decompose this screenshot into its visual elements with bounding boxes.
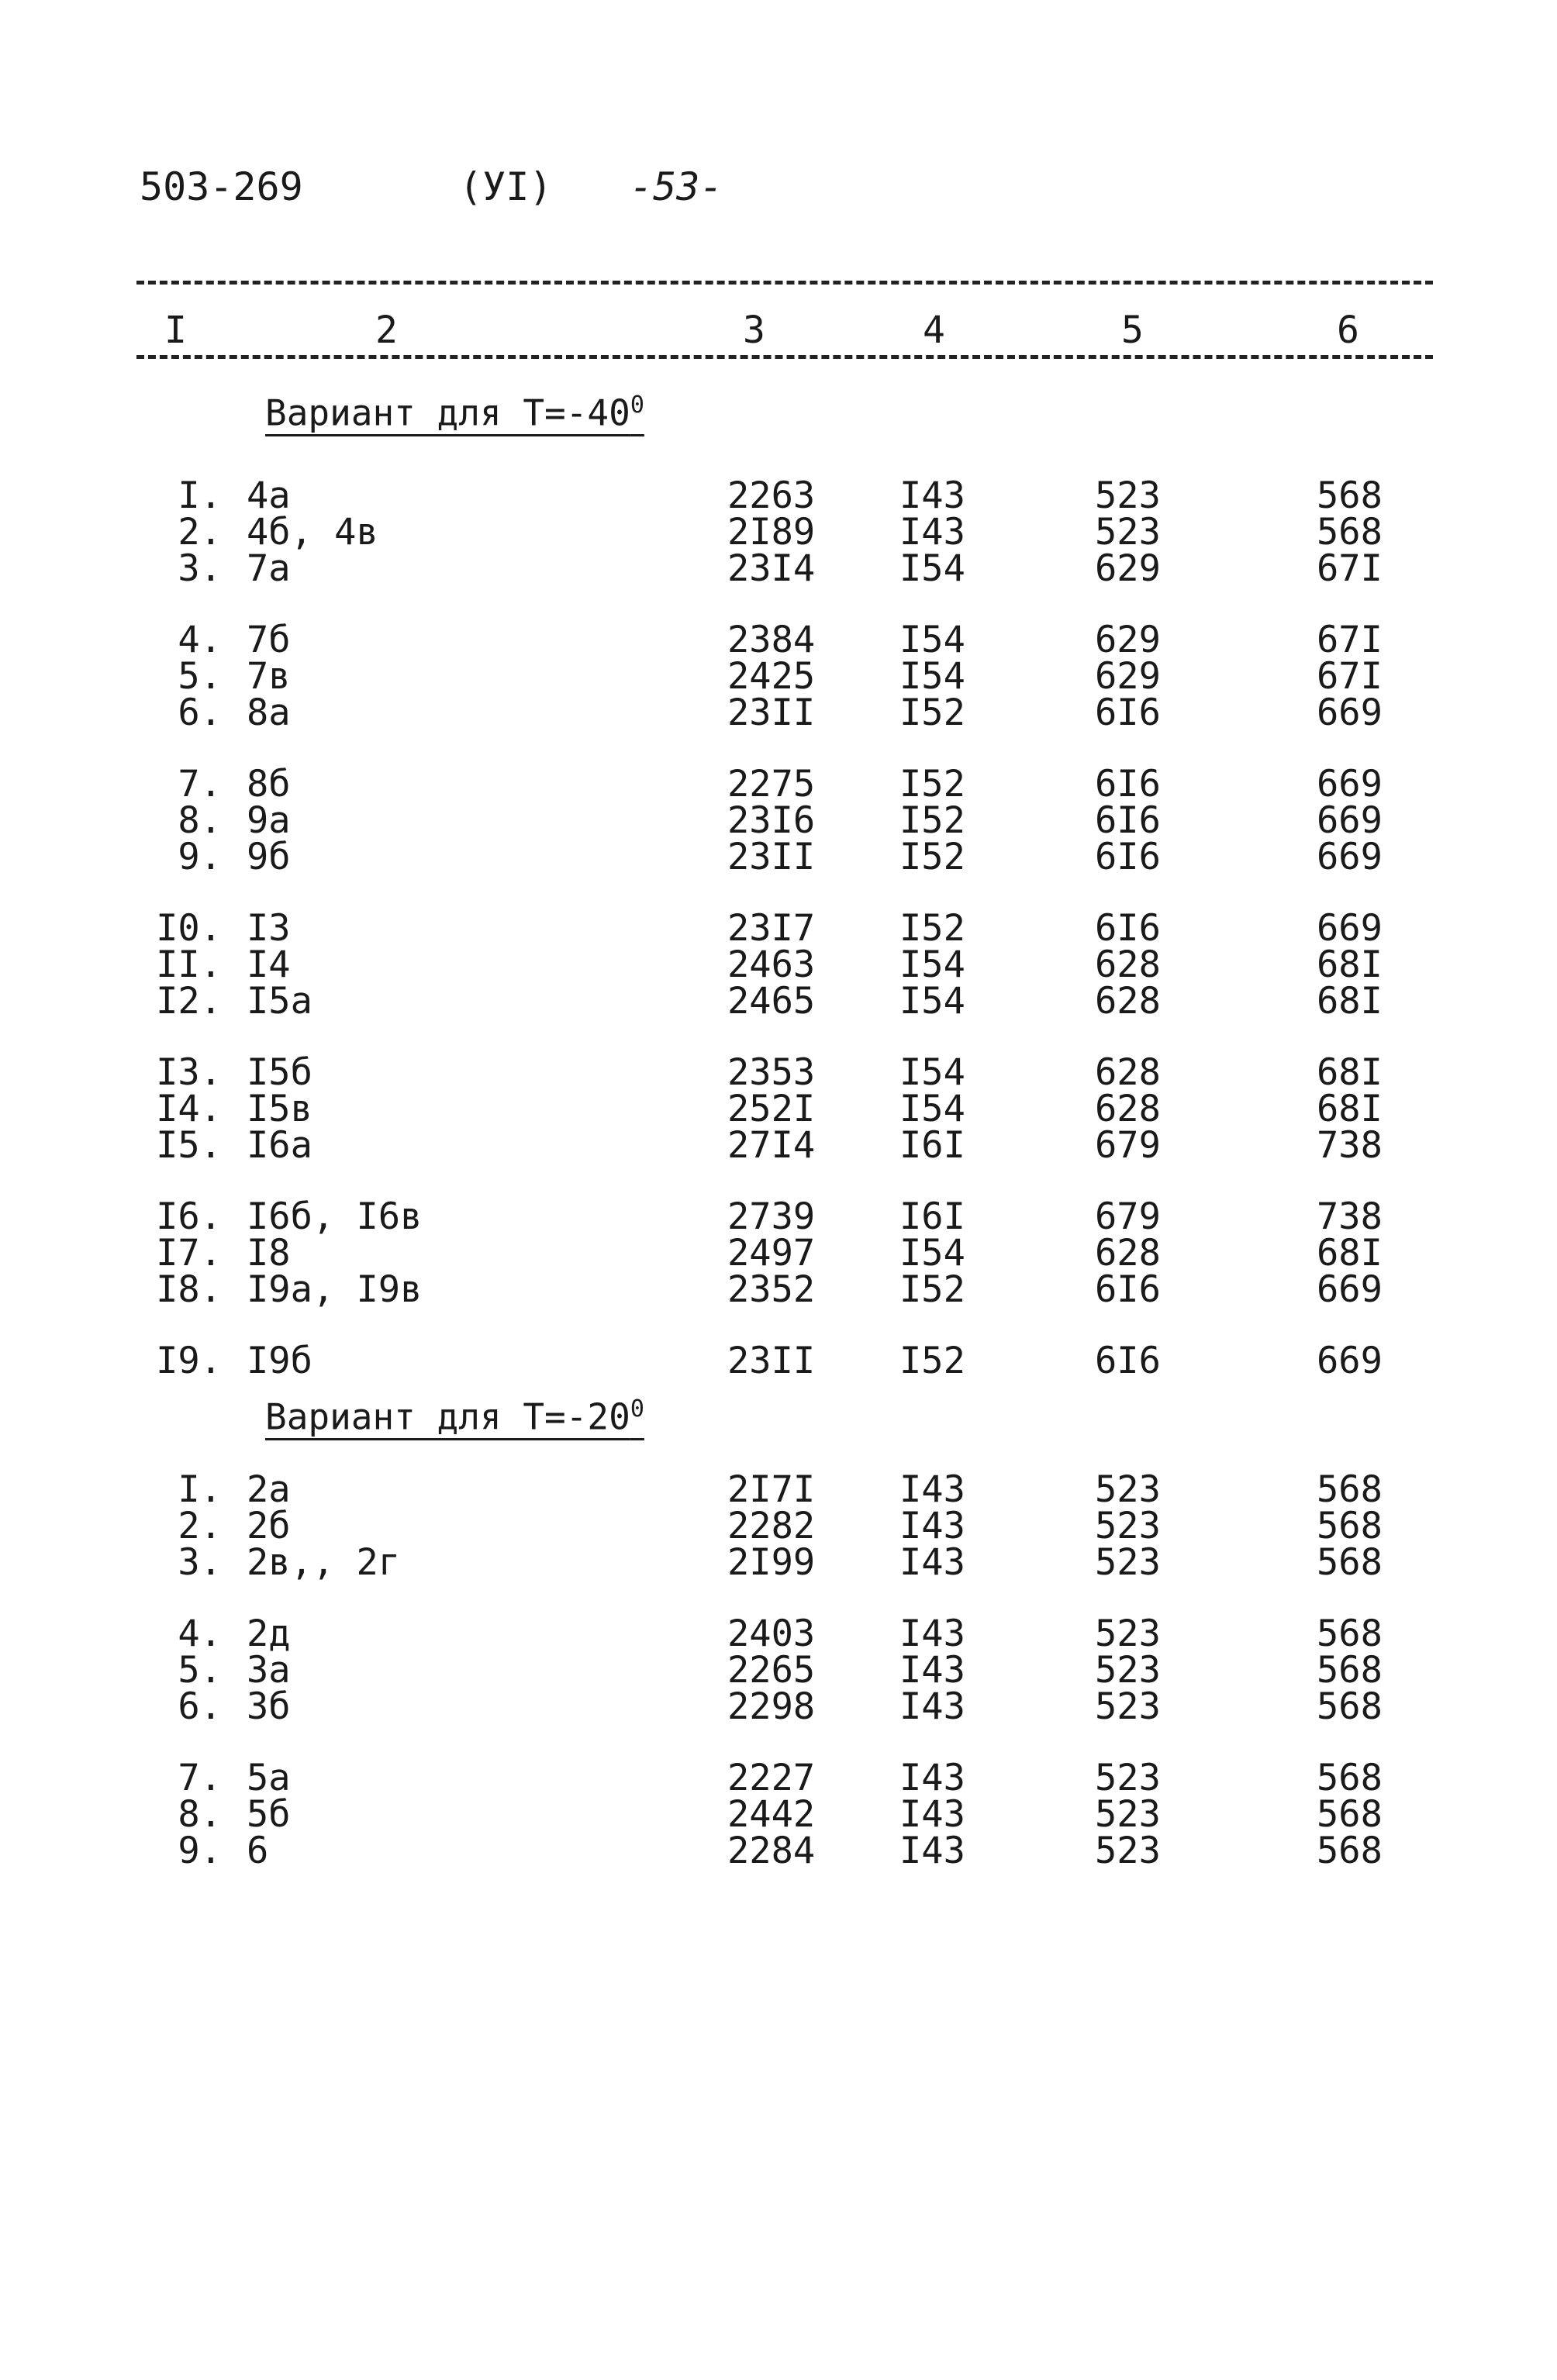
value-col-6: 738 <box>1317 1124 1383 1167</box>
table-top-rule <box>136 281 1433 285</box>
value-col-5: 6I6 <box>1095 907 1161 950</box>
table-row <box>0 1613 1557 1655</box>
value-col-4: I52 <box>899 907 965 950</box>
element-mark: I5в <box>247 1088 312 1130</box>
row-group <box>0 619 1557 734</box>
value-col-4: I54 <box>899 1088 965 1130</box>
element-mark: I5б <box>247 1051 312 1094</box>
row-number: I6. <box>156 1195 222 1238</box>
element-mark: 8б <box>247 763 291 805</box>
element-mark: 6 <box>247 1830 269 1872</box>
value-col-6: 669 <box>1317 692 1383 734</box>
value-col-5: 628 <box>1095 943 1161 986</box>
table-row <box>0 1830 1557 1872</box>
value-col-4: I54 <box>899 1051 965 1094</box>
value-col-3: 2352 <box>727 1268 816 1311</box>
section-title <box>265 1395 644 1437</box>
value-col-5: 523 <box>1095 1793 1161 1836</box>
table-row <box>0 692 1557 734</box>
value-col-5: 6I6 <box>1095 799 1161 842</box>
row-number: 6. <box>178 692 222 734</box>
table-row <box>0 511 1557 554</box>
table-row <box>0 1468 1557 1511</box>
row-number: I. <box>178 474 222 517</box>
element-mark: I6а <box>247 1124 312 1167</box>
column-header-4: 4 <box>923 309 945 352</box>
row-number: 4. <box>178 619 222 661</box>
value-col-6: 568 <box>1317 1468 1383 1511</box>
row-number: 5. <box>178 655 222 698</box>
table-row <box>0 1195 1557 1238</box>
value-col-5: 679 <box>1095 1124 1161 1167</box>
value-col-5: 523 <box>1095 511 1161 554</box>
table-row <box>0 1268 1557 1311</box>
value-col-5: 523 <box>1095 1505 1161 1547</box>
element-mark: 7б <box>247 619 291 661</box>
row-number: 8. <box>178 799 222 842</box>
value-col-6: 68I <box>1317 1232 1383 1275</box>
element-mark: 7а <box>247 547 291 590</box>
row-group <box>0 1468 1557 1584</box>
value-col-6: 568 <box>1317 1541 1383 1584</box>
value-col-3: 2463 <box>727 943 816 986</box>
row-number: 3. <box>178 1541 222 1584</box>
page-number: -53- <box>630 164 723 209</box>
value-col-3: 23I4 <box>727 547 816 590</box>
value-col-5: 523 <box>1095 1757 1161 1799</box>
value-col-4: I43 <box>899 1468 965 1511</box>
value-col-4: I43 <box>899 1649 965 1692</box>
value-col-3: 2425 <box>727 655 816 698</box>
value-col-5: 6I6 <box>1095 692 1161 734</box>
row-group <box>0 1195 1557 1311</box>
value-col-6: 568 <box>1317 1685 1383 1728</box>
value-col-5: 523 <box>1095 1685 1161 1728</box>
value-col-3: 2465 <box>727 980 816 1023</box>
value-col-4: I43 <box>899 1685 965 1728</box>
element-mark: I4 <box>247 943 291 986</box>
element-mark: 7в <box>247 655 291 698</box>
value-col-3: 2739 <box>727 1195 816 1238</box>
row-number: 8. <box>178 1793 222 1836</box>
column-header-6: 6 <box>1337 309 1359 352</box>
table-header-rule <box>136 355 1433 359</box>
value-col-6: 669 <box>1317 799 1383 842</box>
value-col-4: I52 <box>899 836 965 878</box>
value-col-4: I43 <box>899 1757 965 1799</box>
row-number: I4. <box>156 1088 222 1130</box>
value-col-5: 523 <box>1095 1613 1161 1655</box>
element-mark: 4б, 4в <box>247 511 378 554</box>
row-number: 9. <box>178 836 222 878</box>
element-mark: 9а <box>247 799 291 842</box>
table-row <box>0 907 1557 950</box>
element-mark: 2а <box>247 1468 291 1511</box>
value-col-3: 23I6 <box>727 799 816 842</box>
value-col-5: 629 <box>1095 655 1161 698</box>
table-row <box>0 655 1557 698</box>
table-row <box>0 1124 1557 1167</box>
value-col-5: 679 <box>1095 1195 1161 1238</box>
value-col-6: 68I <box>1317 1051 1383 1094</box>
value-col-4: I43 <box>899 1613 965 1655</box>
row-number: 7. <box>178 1757 222 1799</box>
row-number: 5. <box>178 1649 222 1692</box>
row-number: I. <box>178 1468 222 1511</box>
value-col-5: 628 <box>1095 1232 1161 1275</box>
row-number: I8. <box>156 1268 222 1311</box>
row-number: I0. <box>156 907 222 950</box>
value-col-4: I54 <box>899 655 965 698</box>
element-mark: I3 <box>247 907 291 950</box>
row-number: 9. <box>178 1830 222 1872</box>
table-row <box>0 836 1557 878</box>
element-mark: 3б <box>247 1685 291 1728</box>
value-col-3: 2I89 <box>727 511 816 554</box>
value-col-6: 738 <box>1317 1195 1383 1238</box>
value-col-5: 523 <box>1095 1830 1161 1872</box>
value-col-3: 2442 <box>727 1793 816 1836</box>
value-col-4: I54 <box>899 943 965 986</box>
value-col-4: I52 <box>899 763 965 805</box>
value-col-4: I43 <box>899 1505 965 1547</box>
table-row <box>0 1757 1557 1799</box>
element-mark: 5а <box>247 1757 291 1799</box>
table-row <box>0 943 1557 986</box>
table-row <box>0 1649 1557 1692</box>
value-col-4: I43 <box>899 474 965 517</box>
value-col-6: 67I <box>1317 655 1383 698</box>
row-number: I5. <box>156 1124 222 1167</box>
table-row <box>0 1051 1557 1094</box>
value-col-5: 629 <box>1095 547 1161 590</box>
value-col-6: 67I <box>1317 619 1383 661</box>
element-mark: I9а, I9в <box>247 1268 423 1311</box>
element-mark: I9б <box>247 1340 312 1382</box>
value-col-5: 523 <box>1095 1541 1161 1584</box>
table-row <box>0 547 1557 590</box>
value-col-6: 568 <box>1317 1613 1383 1655</box>
element-mark: I8 <box>247 1232 291 1275</box>
value-col-4: I54 <box>899 1232 965 1275</box>
value-col-6: 67I <box>1317 547 1383 590</box>
value-col-6: 568 <box>1317 1505 1383 1547</box>
value-col-3: 2265 <box>727 1649 816 1692</box>
row-number: 4. <box>178 1613 222 1655</box>
value-col-3: 2353 <box>727 1051 816 1094</box>
value-col-5: 523 <box>1095 1649 1161 1692</box>
value-col-4: I6I <box>899 1195 965 1238</box>
value-col-4: I43 <box>899 1541 965 1584</box>
value-col-5: 6I6 <box>1095 1340 1161 1382</box>
page-header <box>0 164 1557 219</box>
value-col-6: 669 <box>1317 763 1383 805</box>
row-group <box>0 1051 1557 1167</box>
value-col-5: 6I6 <box>1095 836 1161 878</box>
column-header-2: 2 <box>375 309 398 352</box>
value-col-4: I43 <box>899 1830 965 1872</box>
element-mark: 2б <box>247 1505 291 1547</box>
degree-mark: 0 <box>630 391 644 419</box>
document-code: 503-269 <box>140 164 303 209</box>
value-col-3: 27I4 <box>727 1124 816 1167</box>
value-col-6: 68I <box>1317 1088 1383 1130</box>
table-row <box>0 1685 1557 1728</box>
value-col-6: 568 <box>1317 511 1383 554</box>
value-col-4: I54 <box>899 980 965 1023</box>
value-col-3: 2275 <box>727 763 816 805</box>
table-row <box>0 763 1557 805</box>
value-col-6: 669 <box>1317 907 1383 950</box>
value-col-3: 23II <box>727 692 816 734</box>
row-number: I9. <box>156 1340 222 1382</box>
value-col-3: 2497 <box>727 1232 816 1275</box>
row-group <box>0 1613 1557 1728</box>
value-col-6: 68I <box>1317 980 1383 1023</box>
value-col-3: 2I99 <box>727 1541 816 1584</box>
row-number: II. <box>156 943 222 986</box>
column-header-5: 5 <box>1121 309 1144 352</box>
value-col-5: 628 <box>1095 1088 1161 1130</box>
section-title <box>265 391 644 433</box>
value-col-5: 629 <box>1095 619 1161 661</box>
value-col-4: I54 <box>899 619 965 661</box>
table-row <box>0 1232 1557 1275</box>
value-col-3: 2298 <box>727 1685 816 1728</box>
value-col-4: I52 <box>899 692 965 734</box>
table-row <box>0 474 1557 517</box>
element-mark: 9б <box>247 836 291 878</box>
value-col-3: 2227 <box>727 1757 816 1799</box>
value-col-4: I6I <box>899 1124 965 1167</box>
row-group <box>0 763 1557 878</box>
value-col-3: 23II <box>727 1340 816 1382</box>
value-col-6: 669 <box>1317 836 1383 878</box>
value-col-3: 252I <box>727 1088 816 1130</box>
table-row <box>0 1340 1557 1382</box>
value-col-4: I43 <box>899 511 965 554</box>
section-number: (УI) <box>459 164 553 209</box>
section-title-text: Вариант для Т=-40 <box>265 391 630 434</box>
row-group <box>0 1340 1557 1382</box>
row-group <box>0 1757 1557 1872</box>
degree-mark: 0 <box>630 1395 644 1423</box>
table-row <box>0 1505 1557 1547</box>
value-col-6: 568 <box>1317 474 1383 517</box>
table-row <box>0 1088 1557 1130</box>
row-number: 7. <box>178 763 222 805</box>
table-row <box>0 799 1557 842</box>
value-col-5: 6I6 <box>1095 763 1161 805</box>
value-col-4: I52 <box>899 1268 965 1311</box>
value-col-5: 523 <box>1095 474 1161 517</box>
row-number: I7. <box>156 1232 222 1275</box>
value-col-3: 23I7 <box>727 907 816 950</box>
value-col-6: 568 <box>1317 1757 1383 1799</box>
row-number: I2. <box>156 980 222 1023</box>
section-title-text: Вариант для Т=-20 <box>265 1395 630 1438</box>
value-col-3: 2263 <box>727 474 816 517</box>
element-mark: 5б <box>247 1793 291 1836</box>
value-col-4: I52 <box>899 1340 965 1382</box>
value-col-3: 2284 <box>727 1830 816 1872</box>
value-col-5: 628 <box>1095 980 1161 1023</box>
element-mark: 2д <box>247 1613 291 1655</box>
value-col-6: 568 <box>1317 1830 1383 1872</box>
row-number: I3. <box>156 1051 222 1094</box>
column-header-1: I <box>164 309 187 352</box>
element-mark: I5а <box>247 980 312 1023</box>
value-col-6: 568 <box>1317 1793 1383 1836</box>
value-col-3: 2I7I <box>727 1468 816 1511</box>
value-col-5: 523 <box>1095 1468 1161 1511</box>
value-col-3: 2384 <box>727 619 816 661</box>
value-col-6: 669 <box>1317 1340 1383 1382</box>
table-row <box>0 1793 1557 1836</box>
value-col-5: 6I6 <box>1095 1268 1161 1311</box>
element-mark: 3а <box>247 1649 291 1692</box>
row-number: 6. <box>178 1685 222 1728</box>
value-col-4: I52 <box>899 799 965 842</box>
value-col-4: I54 <box>899 547 965 590</box>
table-row <box>0 619 1557 661</box>
element-mark: 2в,, 2г <box>247 1541 401 1584</box>
row-number: 2. <box>178 1505 222 1547</box>
value-col-5: 628 <box>1095 1051 1161 1094</box>
table-row <box>0 980 1557 1023</box>
value-col-3: 2282 <box>727 1505 816 1547</box>
value-col-6: 68I <box>1317 943 1383 986</box>
element-mark: I6б, I6в <box>247 1195 423 1238</box>
value-col-3: 2403 <box>727 1613 816 1655</box>
value-col-4: I43 <box>899 1793 965 1836</box>
element-mark: 8а <box>247 692 291 734</box>
row-number: 2. <box>178 511 222 554</box>
row-group <box>0 907 1557 1023</box>
value-col-3: 23II <box>727 836 816 878</box>
table-row <box>0 1541 1557 1584</box>
element-mark: 4а <box>247 474 291 517</box>
column-header-3: 3 <box>743 309 765 352</box>
value-col-6: 669 <box>1317 1268 1383 1311</box>
row-number: 3. <box>178 547 222 590</box>
row-group <box>0 474 1557 590</box>
value-col-6: 568 <box>1317 1649 1383 1692</box>
